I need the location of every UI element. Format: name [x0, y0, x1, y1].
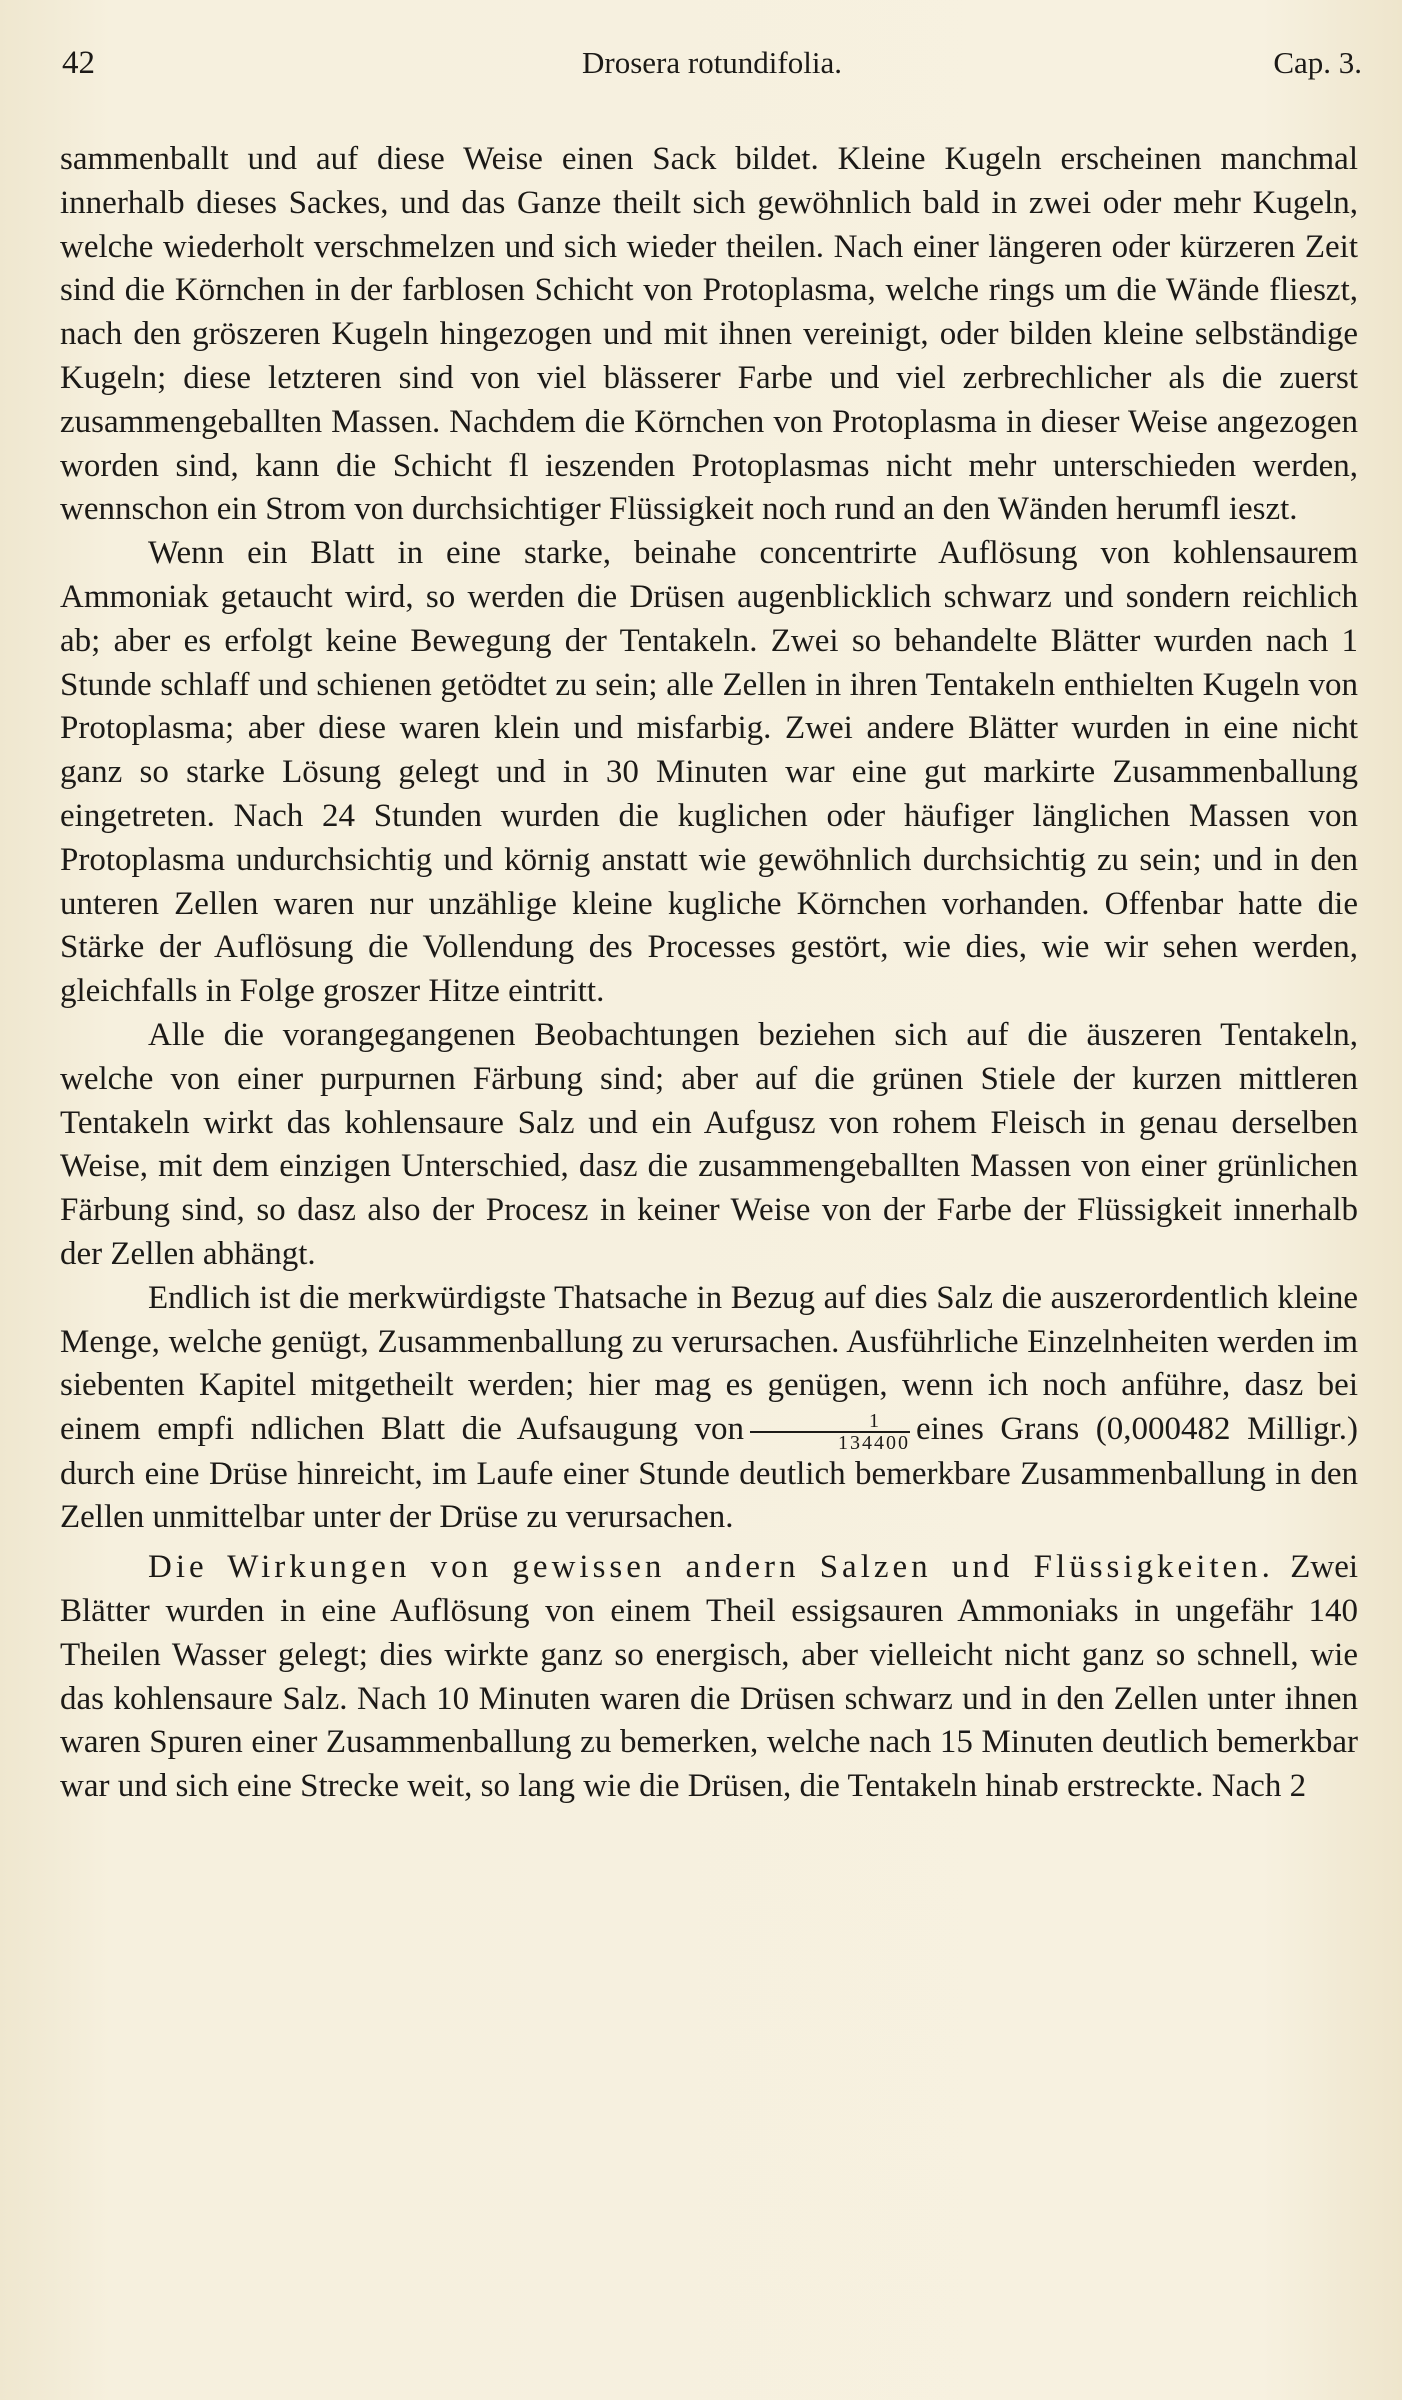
paragraph-5: [60, 1546, 1358, 1809]
running-title: Drosera rotundifolia.: [582, 45, 842, 80]
paragraph-1: sammenballt und auf diese Weise einen Sack bildet. Kleine Kugeln erscheinen manchmal innerhalb dieses Sackes, und das Ganze theilt sich gewöhnlich bald in zwei oder mehr Kugeln, welche wiederholt verschmelzen und sich wieder theilen. Nach einer längeren oder kürzeren Zeit sind die Körnchen in der farblosen Schicht von Protoplasma, welche rings um die Wände flieszt, nach den gröszeren Kugeln hingezogen und mit ihnen vereinigt, oder bilden kleine selbständige Kugeln; diese letzteren sind von viel blässerer Farbe und viel zerbrechlicher als die zuerst zusammengeballten Massen. Nachdem die Körnchen von Protoplasma in dieser Weise angezogen worden sind, kann die Schicht fl ieszenden Protoplasmas nicht mehr unterschieden werden, wennschon ein Strom von durchsichtiger Flüssigkeit noch rund an den Wänden herumfl ieszt.: [60, 141, 1358, 528]
paragraph-4-before: Endlich ist die merkwürdigste Thatsache in Bezug auf dies Salz die auszerordentlich kleine Menge, welche genügt, Zusammenballung zu verursachen. Ausführliche Einzelnheiten werden im siebenten Kapitel mitgetheilt werden; hier mag es genügen, wenn ich noch anführe, dasz bei einem empfi ndlichen Blatt die Aufsaugung von: [60, 1279, 1358, 1448]
paragraph-5-text: Zwei Blätter wurden in eine Auflösung von einem Theil essigsauren Ammoniaks in ungefähr 140 Theilen Wasser gelegt; dies wirkte ganz so energisch, aber vielleicht nicht ganz so schnell, wie das kohlensaure Salz. Nach 10 Minuten waren die Drüsen schwarz und in den Zellen unter ihnen waren Spuren einer Zusammenballung zu bemerken, welche nach 15 Minuten deutlich bemerkbar war und sich eine Strecke weit, so lang wie die Drüsen, die Tentakeln hinab erstreckte. Nach 2: [60, 1549, 1359, 1805]
paragraph-3: Alle die vorangegangenen Beobachtungen beziehen sich auf die äuszeren Tentakeln, welche von einer purpurnen Färbung sind; aber auf die grünen Stiele der kurzen mittleren Tentakeln wirkt das kohlensaure Salz und ein Aufgusz von rohem Fleisch in genau derselben Weise, mit dem einzigen Unterschied, dasz die zusammengeballten Massen von einer grünlichen Färbung sind, so dasz also der Procesz in keiner Weise von der Farbe der Flüssigkeit innerhalb der Zellen abhängt.: [60, 1016, 1358, 1272]
paragraph-4-after: eines Grans (0,000482 Milligr.) durch eine Drüse hinreicht, im Laufe einer Stunde deutlich bemerkbare Zusammenballung in den Zellen unmittelbar unter der Drüse zu verursachen.: [60, 1411, 1358, 1536]
page-header: [62, 45, 1362, 91]
page-body: [60, 138, 1358, 1809]
section-heading: Die Wirkungen von gewissen andern Salzen und Flüssigkeiten.: [148, 1549, 1274, 1586]
paragraph-4: [60, 1277, 1358, 1540]
paragraph-2: Wenn ein Blatt in eine starke, beinahe concentrirte Auflösung von kohlensaurem Ammoniak getaucht wird, so werden die Drüsen augenblicklich schwarz und sondern reichlich ab; aber es erfolgt keine Bewegung der Tentakeln. Zwei so behandelte Blätter wurden nach 1 Stunde schlaff und schienen getödtet zu sein; alle Zellen in ihren Tentakeln enthielten Kugeln von Protoplasma; aber diese waren klein und misfarbig. Zwei andere Blätter wurden in eine nicht ganz so starke Lösung gelegt und in 30 Minuten war eine gut markirte Zusammenballung eingetreten. Nach 24 Stunden wurden die kuglichen oder häufiger länglichen Massen von Protoplasma undurchsichtig und körnig anstatt wie gewöhnlich durchsichtig zu sein; und in den unteren Zellen waren nur unzählige kleine kugliche Körnchen vorhanden. Offenbar hatte die Stärke der Auflösung die Vollendung des Processes gestört, wie dies, wie wir sehen werden, gleichfalls in Folge groszer Hitze eintritt.: [60, 535, 1358, 1010]
fraction-numerator: 1: [750, 1411, 910, 1433]
fraction: [750, 1411, 910, 1453]
fraction-denominator: 134400: [838, 1431, 911, 1454]
chapter-label: Cap. 3.: [1273, 45, 1362, 80]
page-number: 42: [62, 45, 95, 81]
